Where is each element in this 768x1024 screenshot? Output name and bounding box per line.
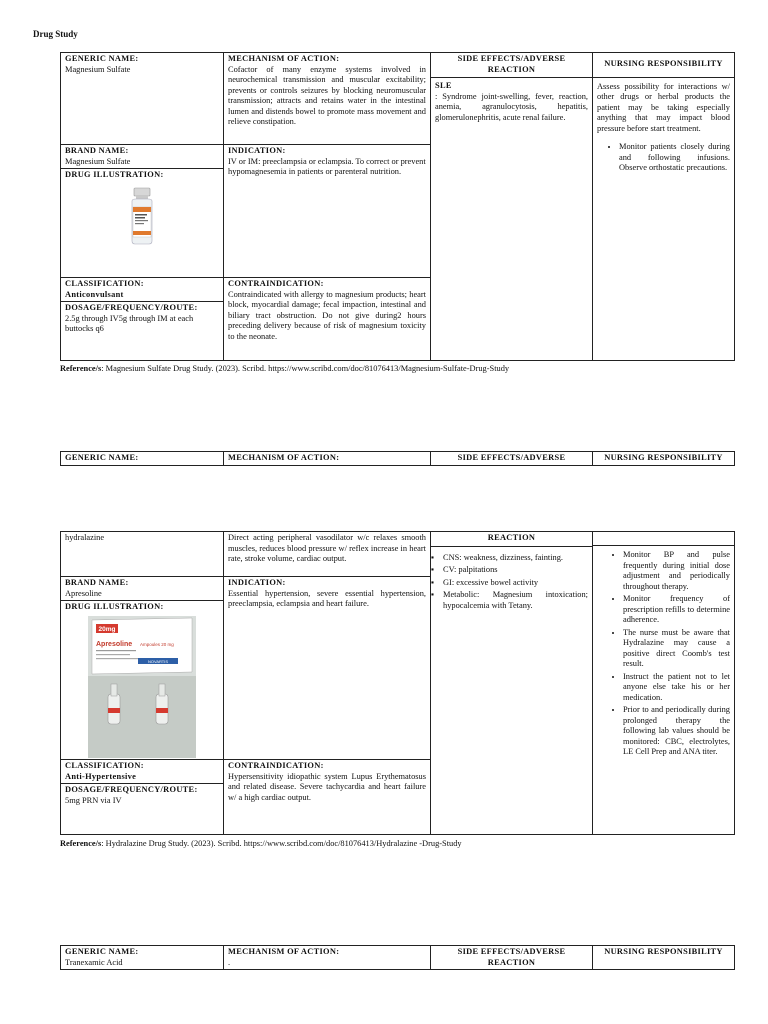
side-effects-cell <box>431 53 593 361</box>
dosage-cell <box>61 784 224 835</box>
brand-name-label: BRAND NAME: <box>65 578 129 587</box>
side-effect-item: ▪ GI: excessive bowel activity <box>443 578 588 589</box>
generic-name-label: GENERIC NAME: <box>61 452 224 466</box>
generic-name-label: GENERIC NAME: <box>65 54 139 63</box>
nursing-item: • Instruct the patient not to let anyone else take his or her medication. <box>623 672 730 704</box>
classification-value: Anticonvulsant <box>65 289 124 299</box>
drug-table-header-hydralazine <box>60 451 735 466</box>
contraindication-value: Hypersensitivity idiopathic system Lupus Erythematosus and related disease. Severe tachycardia and heart failure w/ a high cardiac output. <box>228 771 426 802</box>
brand-name-value: Magnesium Sulfate <box>65 156 131 166</box>
dosage-label: DOSAGE/FREQUENCY/ROUTE: <box>65 785 198 794</box>
indication-value: IV or IM: preeclampsia or eclampsia. To correct or prevent hypomagnesemia in patients or parenteral nutrition. <box>228 156 426 176</box>
nursing-header: NURSING RESPONSIBILITY <box>593 53 734 78</box>
apresoline-box-image <box>88 616 196 758</box>
nursing-cell <box>593 53 735 361</box>
classification-label: CLASSIFICATION: <box>65 761 144 770</box>
contraindication-label: CONTRAINDICATION: <box>228 761 324 770</box>
nursing-item: • Prior to and periodically during prolonged therapy the following lab values should be monitored: CBC, electrolytes, LE Cell Prep and ANA titer. <box>623 705 730 758</box>
dosage-label: DOSAGE/FREQUENCY/ROUTE: <box>65 303 198 312</box>
indication-label: INDICATION: <box>228 578 286 587</box>
side-effects-header: SIDE EFFECTS/ADVERSE <box>431 452 593 466</box>
reaction-header: REACTION <box>431 532 592 547</box>
contraindication-cell <box>224 278 431 361</box>
brand-name-value: Apresoline <box>65 588 102 598</box>
indication-cell <box>224 145 431 278</box>
side-effects-value: : Syndrome joint-swelling, fever, reaction, anemia, agranulocytosis, hepatitis, glomerulonephritis, acute renal failure. <box>435 91 588 122</box>
generic-name-cell <box>61 946 224 970</box>
generic-name-value: Tranexamic Acid <box>65 957 123 967</box>
nursing-header: NURSING RESPONSIBILITY <box>593 946 735 970</box>
classification-cell <box>61 278 224 302</box>
box-sub-text: Ampoules 20 mg <box>140 641 174 647</box>
side-effects-header: SIDE EFFECTS/ADVERSE REACTION <box>431 53 592 78</box>
nursing-cell <box>593 532 735 835</box>
box-brand-text: NOVARTIS <box>147 658 169 664</box>
reference-hydralazine <box>60 839 462 848</box>
reference-text: : Hydralazine Drug Study. (2023). Scribd. https://www.scribd.com/doc/81076413/Hydralazine -Drug-Study <box>101 839 462 848</box>
nursing-intro: Assess possibility for interactions w/ other drugs or herbal products the patient may be taking especially anything that may impact blood pressure before start treatment. <box>597 81 730 133</box>
side-effects-heading: SLE <box>435 81 452 90</box>
dosage-cell <box>61 302 224 361</box>
mechanism-cell <box>224 53 431 145</box>
box-strength-text: 20mg <box>98 625 116 633</box>
mechanism-value: Direct acting peripheral vasodilator w/c relaxes smooth muscles, reduces blood pressure w/ reflex increase in heart rate, stroke volume, cardiac output. <box>224 532 431 577</box>
contraindication-value: Contraindicated with allergy to magnesium products; heart block, myocardial damage; fecal impaction, intestinal and biliary tract obstruction. Do not give during2 hours preceding delivery because of risk of magnesium toxicity to the neonate. <box>228 289 426 341</box>
dosage-value: 5mg PRN via IV <box>65 795 122 805</box>
brand-name-cell <box>61 577 224 601</box>
generic-name-label: GENERIC NAME: <box>65 947 139 956</box>
mechanism-label: MECHANISM OF ACTION: <box>224 452 431 466</box>
mechanism-label: MECHANISM OF ACTION: <box>228 54 340 63</box>
box-name-text: Apresoline <box>96 640 133 648</box>
indication-cell <box>224 577 431 760</box>
generic-name-cell <box>61 53 224 145</box>
reference-label: Reference/s <box>60 839 102 848</box>
brand-name-cell <box>61 145 224 169</box>
generic-name-value: Magnesium Sulfate <box>65 64 131 74</box>
dosage-value: 2.5g through IV5g through IM at each buttocks q6 <box>65 313 194 333</box>
side-effect-item: ▪ CNS: weakness, dizziness, fainting. <box>443 553 588 564</box>
contraindication-cell <box>224 760 431 835</box>
classification-value: Anti-Hypertensive <box>65 771 137 781</box>
reference-magnesium <box>60 364 509 373</box>
illustration-cell <box>61 601 224 760</box>
illustration-label: DRUG ILLUSTRATION: <box>65 602 164 611</box>
side-effect-item: ▪ CV: palpitations <box>443 565 588 576</box>
drug-table-hydralazine <box>60 531 735 835</box>
nursing-header: NURSING RESPONSIBILITY <box>593 452 735 466</box>
classification-label: CLASSIFICATION: <box>65 279 144 288</box>
drug-table-magnesium <box>60 52 735 361</box>
indication-label: INDICATION: <box>228 146 286 155</box>
nursing-item: • Monitor patients closely during and following infusions. Observe orthostatic precautions. <box>619 142 730 174</box>
brand-name-label: BRAND NAME: <box>65 146 129 155</box>
nursing-item: • Monitor BP and pulse frequently during initial dose adjustment and periodically throughout therapy. <box>623 550 730 592</box>
illustration-label: DRUG ILLUSTRATION: <box>65 170 164 179</box>
mechanism-cell <box>224 946 431 970</box>
classification-cell <box>61 760 224 784</box>
nursing-item: • Monitor frequency of prescription refills to determine adherence. <box>623 594 730 626</box>
mechanism-value: Cofactor of many enzyme systems involved in neurochemical transmission and muscular excitability; prevents or controls seizures by blocking neuromuscular transmission; attracts and retains water in the intestinal lumen and distends bowel to promote mass movement and relieve constipation. <box>228 64 426 126</box>
reference-label: Reference/s <box>60 364 102 373</box>
side-effect-item: ▪ Metabolic: Magnesium intoxication; hypocalcemia with Tetany. <box>443 590 588 611</box>
indication-value: Essential hypertension, severe essential hypertension, preeclampsia, eclampsia and heart failure. <box>228 588 426 608</box>
magnesium-vial-image <box>122 187 162 245</box>
nursing-item: • The nurse must be aware that Hydralazine may cause a positive direct Coomb's test result. <box>623 628 730 670</box>
drug-table-tranexamic <box>60 945 735 970</box>
mechanism-label: MECHANISM OF ACTION: <box>228 947 340 956</box>
generic-name-value: hydralazine <box>61 532 224 577</box>
side-effects-header: SIDE EFFECTS/ADVERSE REACTION <box>431 946 593 970</box>
reference-text: : Magnesium Sulfate Drug Study. (2023). Scribd. https://www.scribd.com/doc/81076413/Magnesium-Sulfate-Drug-Study <box>101 364 510 373</box>
side-effects-cell <box>431 532 593 835</box>
mechanism-value: . <box>228 957 231 967</box>
contraindication-label: CONTRAINDICATION: <box>228 279 324 288</box>
document-title: Drug Study <box>33 29 78 39</box>
illustration-cell <box>61 169 224 278</box>
